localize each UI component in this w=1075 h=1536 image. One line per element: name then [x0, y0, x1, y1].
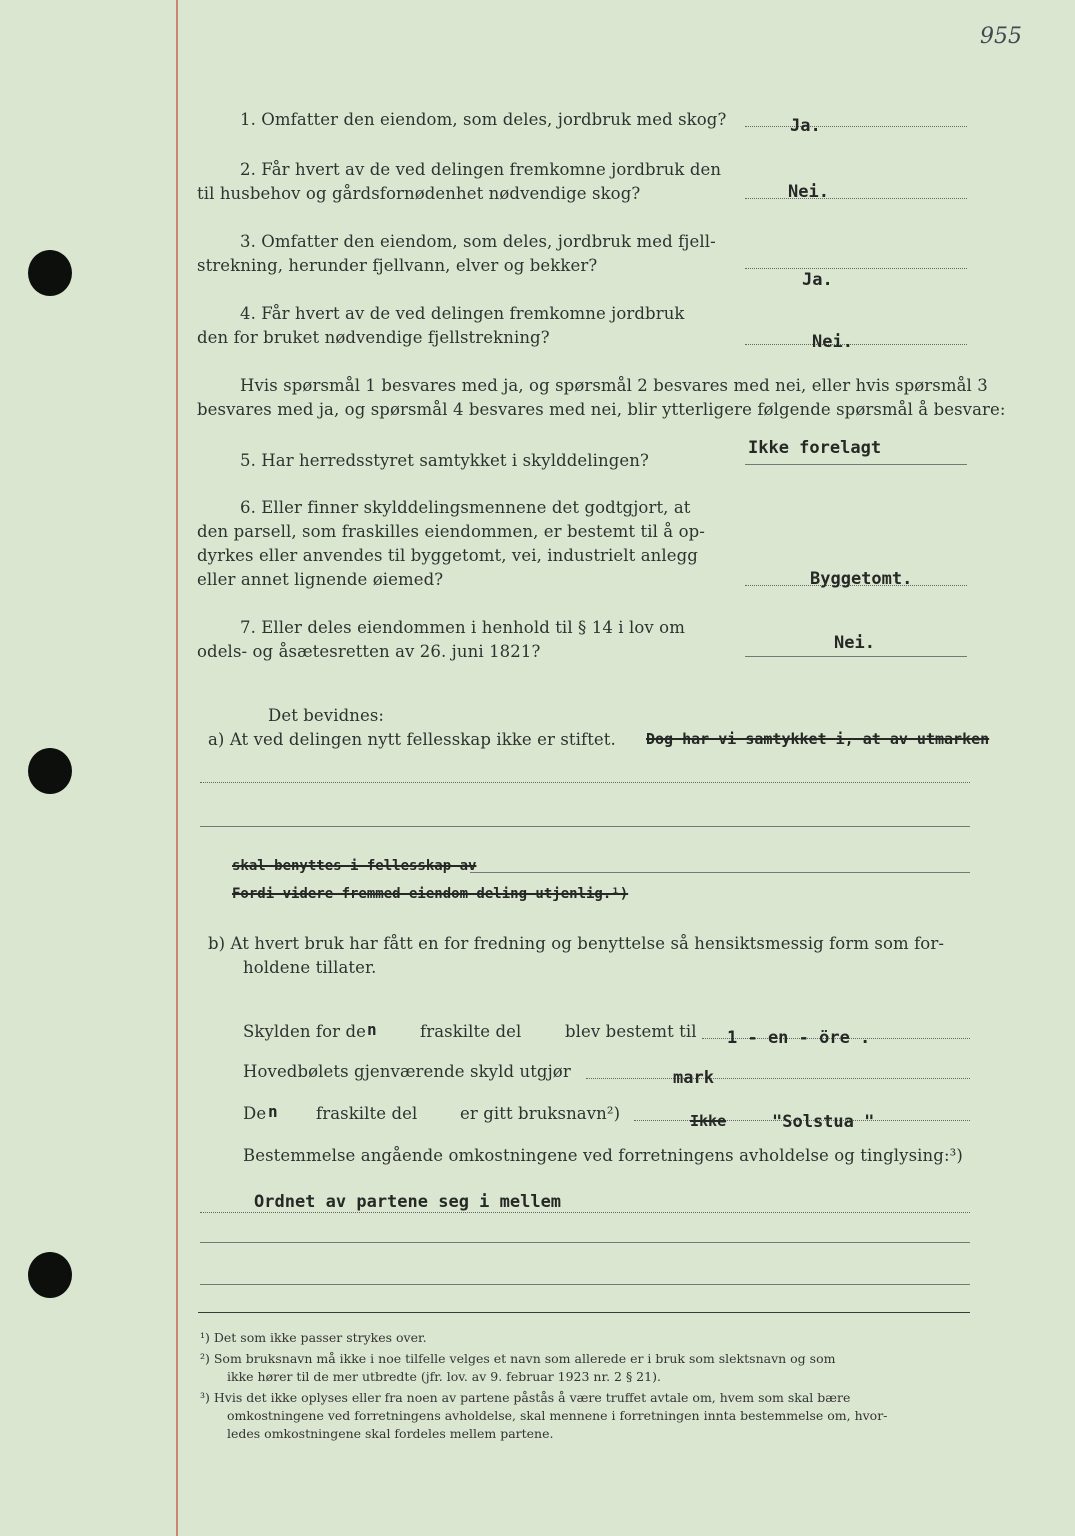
- hovedbol-answer: mark: [673, 1068, 714, 1088]
- hovedbol-label: Hovedbølets gjenværende skyld utgjør: [243, 1062, 571, 1081]
- bruksnavn-fill: n: [268, 1102, 278, 1121]
- struck-line-2-rule: [470, 872, 970, 873]
- question-2-line-2: til husbehov og gårdsfornødenhet nødvendige skog?: [197, 184, 641, 203]
- footnote-3-line-3: ledes omkostningene skal fordeles mellem partene.: [227, 1426, 554, 1441]
- omkostning-answer: Ordnet av partene seg i mellem: [254, 1192, 562, 1212]
- omkostning-line-3: [200, 1284, 970, 1285]
- omkostning-label: Bestemmelse angående omkostningene ved forretningens avholdelse og tinglysing:³): [243, 1146, 963, 1165]
- skyld-label-a: Skylden for de: [243, 1022, 366, 1041]
- omkostning-line-1: [200, 1212, 970, 1213]
- question-1: 1. Omfatter den eiendom, som deles, jordbruk med skog?: [240, 110, 727, 129]
- statement-a-line-2: [200, 782, 970, 783]
- instructions-line-2: besvares med ja, og spørsmål 4 besvares med nei, blir ytterligere følgende spørsmål å besvare:: [197, 400, 1006, 419]
- punch-hole-2: [28, 748, 72, 794]
- question-6-line-3: dyrkes eller anvendes til byggetomt, vei, industrielt anlegg: [197, 546, 698, 565]
- statement-a-struck: Dog har vi samtykket i, at av utmarken: [646, 730, 990, 748]
- skyld-answer: 1 - en - öre .: [727, 1028, 871, 1048]
- punch-hole-1: [28, 250, 72, 296]
- bruksnavn-label-c: er gitt bruksnavn²): [460, 1104, 621, 1123]
- bruksnavn-answer: "Solstua ": [772, 1112, 875, 1132]
- question-6-line-2: den parsell, som fraskilles eiendommen, er bestemt til å op-: [197, 522, 705, 541]
- question-5: 5. Har herredsstyret samtykket i skylddelingen?: [240, 451, 649, 470]
- question-4-line-2: den for bruket nødvendige fjellstrekning?: [197, 328, 550, 347]
- page-number: 955: [980, 24, 1022, 49]
- footnote-separator: [198, 1312, 970, 1313]
- struck-line-2: skal benyttes i fellesskap av: [232, 858, 477, 874]
- statement-a: a) At ved delingen nytt fellesskap ikke er stiftet.: [208, 730, 616, 749]
- footnote-3-line-1: ³) Hvis det ikke oplyses eller fra noen av partene påstås å være truffet avtale om, hvem som skal bære: [200, 1390, 851, 1405]
- margin-line: [176, 0, 178, 1536]
- skyld-label-c: blev bestemt til: [565, 1022, 697, 1041]
- punch-hole-3: [28, 1252, 72, 1298]
- question-6-line-4: eller annet lignende øiemed?: [197, 570, 444, 589]
- answer-3: Ja.: [802, 270, 833, 290]
- answer-line-1: [745, 126, 967, 127]
- answer-1: Ja.: [790, 116, 821, 136]
- question-2-line-1: 2. Får hvert av de ved delingen fremkomne jordbruk den: [240, 160, 722, 179]
- statement-b-line-2: holdene tillater.: [243, 958, 377, 977]
- footnote-2-line-2: ikke hører til de mer utbredte (jfr. lov. av 9. februar 1923 nr. 2 § 21).: [227, 1369, 661, 1384]
- bruksnavn-label-a: De: [243, 1104, 267, 1123]
- struck-line-3: Fordi videre fremmed eiendom deling utjenlig.¹): [232, 886, 629, 902]
- footnote-1: ¹) Det som ikke passer strykes over.: [200, 1330, 427, 1345]
- bruksnavn-struck: Ikke: [690, 1112, 727, 1130]
- question-6-line-1: 6. Eller finner skylddelingsmennene det godtgjort, at: [240, 498, 691, 517]
- skyld-fill-a: n: [367, 1020, 377, 1039]
- statement-a-line-3: [200, 826, 970, 827]
- answer-7: Nei.: [834, 633, 875, 653]
- answer-line-4: [745, 344, 967, 345]
- answer-line-7: [745, 656, 967, 657]
- footnote-2-line-1: ²) Som bruksnavn må ikke i noe tilfelle velges et navn som allerede er i bruk som slektsnavn og som: [200, 1351, 836, 1366]
- question-7-line-2: odels- og åsætesretten av 26. juni 1821?: [197, 642, 541, 661]
- statement-b-line-1: b) At hvert bruk har fått en for fredning og benyttelse så hensiktsmessig form som for-: [208, 934, 945, 953]
- bruksnavn-label-b: fraskilte del: [316, 1104, 418, 1123]
- omkostning-line-2: [200, 1242, 970, 1243]
- answer-2: Nei.: [788, 182, 829, 202]
- answer-line-3: [745, 268, 967, 269]
- answer-4: Nei.: [812, 332, 853, 352]
- question-4-line-1: 4. Får hvert av de ved delingen fremkomne jordbruk: [240, 304, 685, 323]
- answer-line-2: [745, 198, 967, 199]
- question-3-line-2: strekning, herunder fjellvann, elver og bekker?: [197, 256, 598, 275]
- instructions-line-1: Hvis spørsmål 1 besvares med ja, og spørsmål 2 besvares med nei, eller hvis spørsmål 3: [240, 376, 988, 395]
- question-3-line-1: 3. Omfatter den eiendom, som deles, jordbruk med fjell-: [240, 232, 716, 251]
- skyld-label-b: fraskilte del: [420, 1022, 522, 1041]
- answer-5: Ikke forelagt: [748, 438, 882, 458]
- footnote-3-line-2: omkostningene ved forretningens avholdelse, skal mennene i forretningen innta bestemmelse om, hvor-: [227, 1408, 888, 1423]
- bevidnes-heading: Det bevidnes:: [268, 706, 385, 725]
- answer-line-5: [745, 464, 967, 465]
- hovedbol-answer-line: [586, 1078, 970, 1079]
- answer-6: Byggetomt.: [810, 569, 913, 589]
- question-7-line-1: 7. Eller deles eiendommen i henhold til § 14 i lov om: [240, 618, 685, 637]
